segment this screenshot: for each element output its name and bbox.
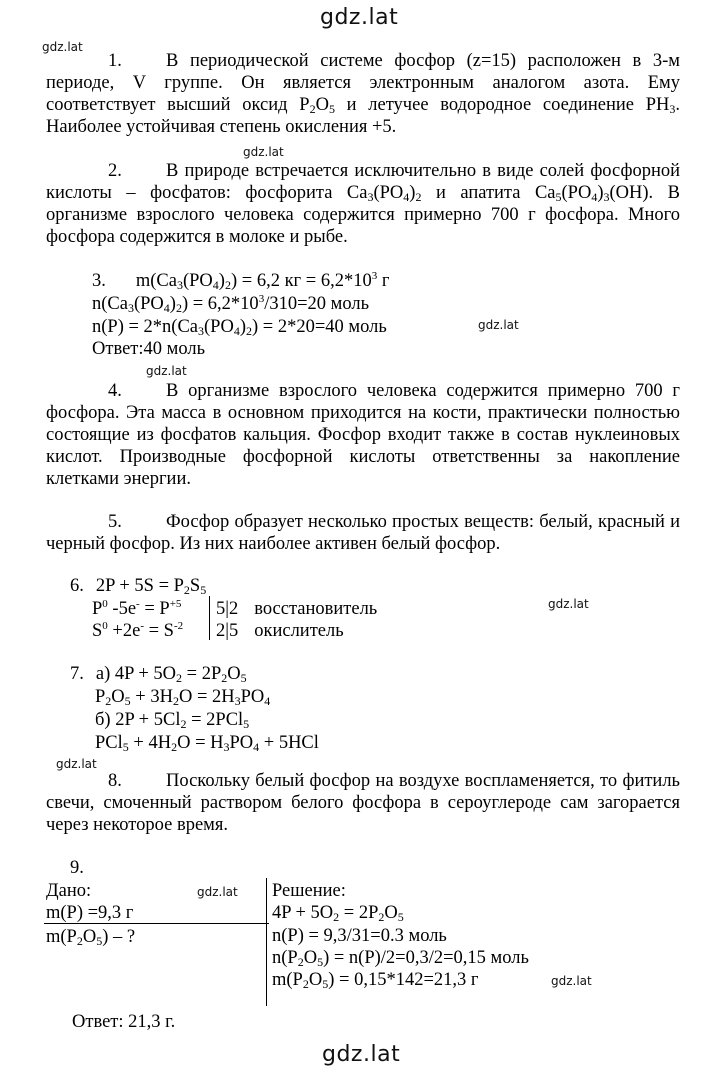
answer-8: 8. Поскольку белый фосфор на воздухе воспламеняется, то фитиль свечи, смоченный раствором белого фосфора в сероуглероде сам загорается через некоторое время.: [46, 771, 680, 835]
watermark: gdz.lat: [243, 145, 284, 159]
answer-7-a: 7. а) $4P + 5O_2 = 2P_2O_5$: [70, 664, 247, 685]
item-number: 5.: [108, 512, 122, 532]
watermark: gdz.lat: [548, 597, 589, 611]
item-number: 9.: [70, 858, 84, 878]
given-title: Дано:: [46, 881, 92, 901]
item-number: 4.: [108, 381, 122, 401]
answer-9-result: Ответ: 21,3 г.: [72, 1012, 176, 1032]
watermark-bottom: gdz.lat: [322, 1042, 401, 1067]
watermark: gdz.lat: [478, 318, 519, 332]
given-value: m(P) =9,3 г: [46, 903, 134, 923]
answer-3-result: Ответ:40 моль: [92, 339, 206, 359]
solution-step: $4P + 5O_2 = 2P_2O_5$: [272, 903, 404, 924]
answer-6-reduction: $S^0 +2e^- = S^{-2}$: [92, 620, 184, 641]
solution-divider: [266, 878, 267, 1006]
item-number: 3.: [92, 271, 106, 291]
watermark: gdz.lat: [551, 974, 592, 988]
answer-2: 2. В природе встречается исключительно в виде солей фосфорной кислоты – фосфатов: фосфорита $Ca_3(PO_4)_2$ и апатита $Ca_5(PO_4)_3(OH)$. В организме взрослого человека содержится примерно 700 г фосфора. Много фосфора содержится в молоке и рыбе.: [46, 161, 680, 247]
answer-3-line-1: 3. $m(Ca_3(PO_4)_2) = 6,2$ кг = $6,2*10^3$ г: [92, 270, 390, 292]
answer-7-a2: $P_2O_5 + 3H_2O = 2H_3PO_4$: [95, 687, 271, 708]
answer-6-equation: 6. $2P + 5S = P_2S_5$: [70, 576, 207, 597]
watermark: gdz.lat: [146, 364, 187, 378]
watermark: gdz.lat: [42, 40, 83, 54]
find-value: $m(P_2O_5)$ – ?: [46, 927, 136, 948]
answer-3-line-3: $n(P) = 2*n(Ca_3(PO_4)_2) = 2*20=40$ моль: [92, 317, 387, 338]
item-number: 8.: [108, 771, 122, 791]
balance-divider: [209, 596, 210, 640]
answer-4: 4. В организме взрослого человека содержится примерно 700 г фосфора. Эта масса в основном приходится на кости, практически полностью состоящие из фосфатов кальция. Фосфор входит также в состав нуклеиновых кислот. Производные фосфорной кислоты ответственны за накопление клетками энергии.: [46, 381, 680, 489]
item-number: 6.: [70, 576, 84, 596]
solution-step: $m(P_2O_5) = 0,15*142=21,3$ г: [272, 970, 479, 991]
answer-3-line-2: $n(Ca_3(PO_4)_2) = 6,2*10^3/310=20$ моль: [92, 293, 370, 315]
item-number: 7.: [70, 664, 84, 684]
solution-title: Решение:: [272, 881, 346, 901]
watermark-top: gdz.lat: [320, 5, 399, 30]
answer-7-b: б) $2P + 5Cl_2 = 2PCl_5$: [95, 710, 250, 731]
solution-step: n(P) = 9,3/31=0.3 моль: [272, 926, 447, 946]
answer-5: 5. Фосфор образует несколько простых веществ: белый, красный и черный фосфор. Из них наиболее активен белый фосфор.: [46, 512, 680, 554]
answer-1: 1. В периодической системе фосфор (z=15) расположен в 3-м периоде, V группе. Он является электронным аналогом азота. Ему соответствует высший оксид $P_2O_5$ и летучее водородное соединение $PH_3$. Наиболее устойчивая степень окисления +5.: [46, 51, 680, 137]
electron-balance-1: 5|2 восстановитель: [216, 599, 378, 619]
answer-7-b2: $PCl_5 + 4H_2O = H_3PO_4 + 5HCl$: [95, 733, 319, 754]
item-number: 1.: [108, 51, 122, 71]
given-divider: [44, 923, 269, 924]
watermark: gdz.lat: [56, 757, 97, 771]
solution-step: $n(P_2O_5) = n(P)/2=0,3/2=0,15$ моль: [272, 948, 529, 969]
item-number: 2.: [108, 161, 122, 181]
watermark: gdz.lat: [197, 885, 238, 899]
electron-balance-2: 2|5 окислитель: [216, 621, 344, 641]
answer-6-oxidation: $P^0$ $-5e^- = P^{+5}$: [92, 598, 182, 619]
